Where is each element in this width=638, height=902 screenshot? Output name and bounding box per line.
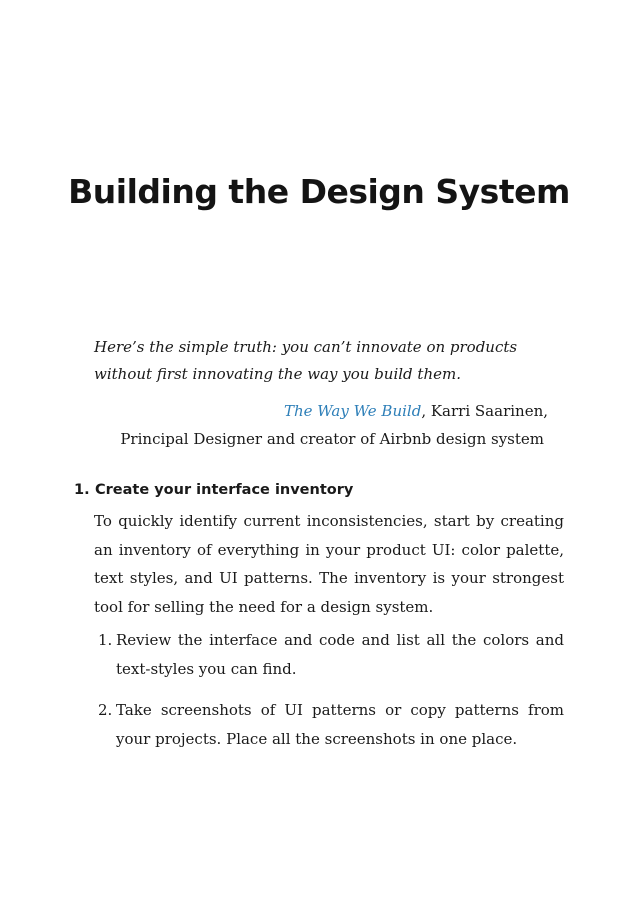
section-title: Create your interface inventory	[95, 482, 354, 498]
list-item-number: 1.	[98, 631, 113, 649]
section-body: To quickly identify current inconsistencies, start by creating an inventory of everything in your product UI: color palette, text styles, and UI patterns. The inventory is your strongest tool for selling the need for a design system.	[94, 512, 564, 616]
section-number: 1.	[74, 482, 90, 498]
list-item-text: Review the interface and code and list all the colors and text-styles you can find.	[116, 631, 564, 678]
list-item-number: 2.	[98, 701, 113, 719]
page-title: Building the Design System	[68, 172, 570, 211]
epigraph-quote: Here’s the simple truth: you can’t innovate on products without first innovating the way you build them.	[94, 338, 518, 383]
list-item	[94, 696, 564, 754]
list-item	[94, 626, 564, 684]
quote-attribution	[284, 400, 548, 422]
list-item-text: Take screenshots of UI patterns or copy patterns from your projects. Place all the screenshots in one place.	[116, 701, 564, 748]
source-role: Principal Designer and creator of Airbnb design system	[120, 430, 544, 448]
section-heading	[74, 482, 353, 498]
source-title-link[interactable]: The Way We Build	[283, 402, 422, 420]
source-author: , Karri Saarinen,	[421, 402, 548, 420]
steps-list	[94, 626, 564, 766]
